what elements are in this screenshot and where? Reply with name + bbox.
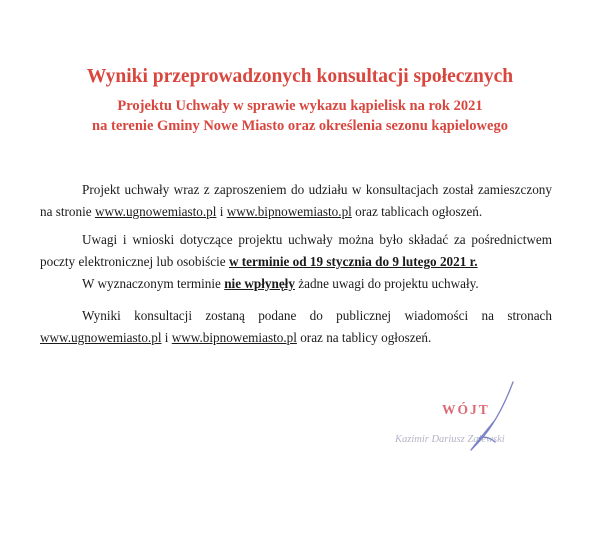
- website-link-bipnowemiasto[interactable]: www.bipnowemiasto.pl: [226, 204, 352, 219]
- paragraph-announcement: [40, 305, 552, 349]
- paragraph-text: Wyniki konsultacji zostaną podane do publicznej wiadomości na stronach: [82, 308, 552, 323]
- paragraph-text: i: [216, 204, 227, 219]
- official-stamp: [395, 380, 565, 470]
- paragraph-text: i: [161, 330, 172, 345]
- website-link-ugnowemiasto[interactable]: www.ugnowemiasto.pl: [40, 330, 162, 345]
- paragraph-text: oraz na tablicy ogłoszeń.: [296, 330, 432, 345]
- paragraph-text: Uwagi i wnioski dotyczące projektu uchwały można było składać za pośrednictwem poczty elektronicznej lub osobiście: [40, 232, 552, 269]
- paragraph-result: [40, 273, 552, 295]
- stamp-title: WÓJT: [442, 402, 490, 417]
- paragraph-submission: [40, 229, 552, 273]
- signature-icon: [395, 380, 565, 470]
- result-highlight: nie wpłynęły: [224, 276, 295, 291]
- deadline-highlight: w terminie od 19 stycznia do 9 lutego 2021 r.: [228, 254, 478, 269]
- paragraph-publication: [40, 179, 552, 223]
- document-subtitle-line2: na terenie Gminy Nowe Miasto oraz określenia sezonu kąpielowego: [92, 118, 508, 134]
- paragraph-text: W wyznaczonym terminie: [82, 276, 225, 291]
- document-title: Wyniki przeprowadzonych konsultacji społecznych: [86, 66, 514, 87]
- website-link-bipnowemiasto[interactable]: www.bipnowemiasto.pl: [171, 330, 297, 345]
- stamp-name: Kazimir Dariusz Zalewski: [395, 434, 505, 445]
- document-subtitle-line1: Projektu Uchwały w sprawie wykazu kąpielisk na rok 2021: [117, 98, 483, 114]
- paragraph-text: Projekt uchwały wraz z zaproszeniem do udziału w konsultacjach został zamieszczony na stronie: [40, 182, 552, 219]
- paragraph-text: żadne uwagi do projektu uchwały.: [294, 276, 479, 291]
- paragraph-text: oraz tablicach ogłoszeń.: [351, 204, 483, 219]
- website-link-ugnowemiasto[interactable]: www.ugnowemiasto.pl: [94, 204, 217, 219]
